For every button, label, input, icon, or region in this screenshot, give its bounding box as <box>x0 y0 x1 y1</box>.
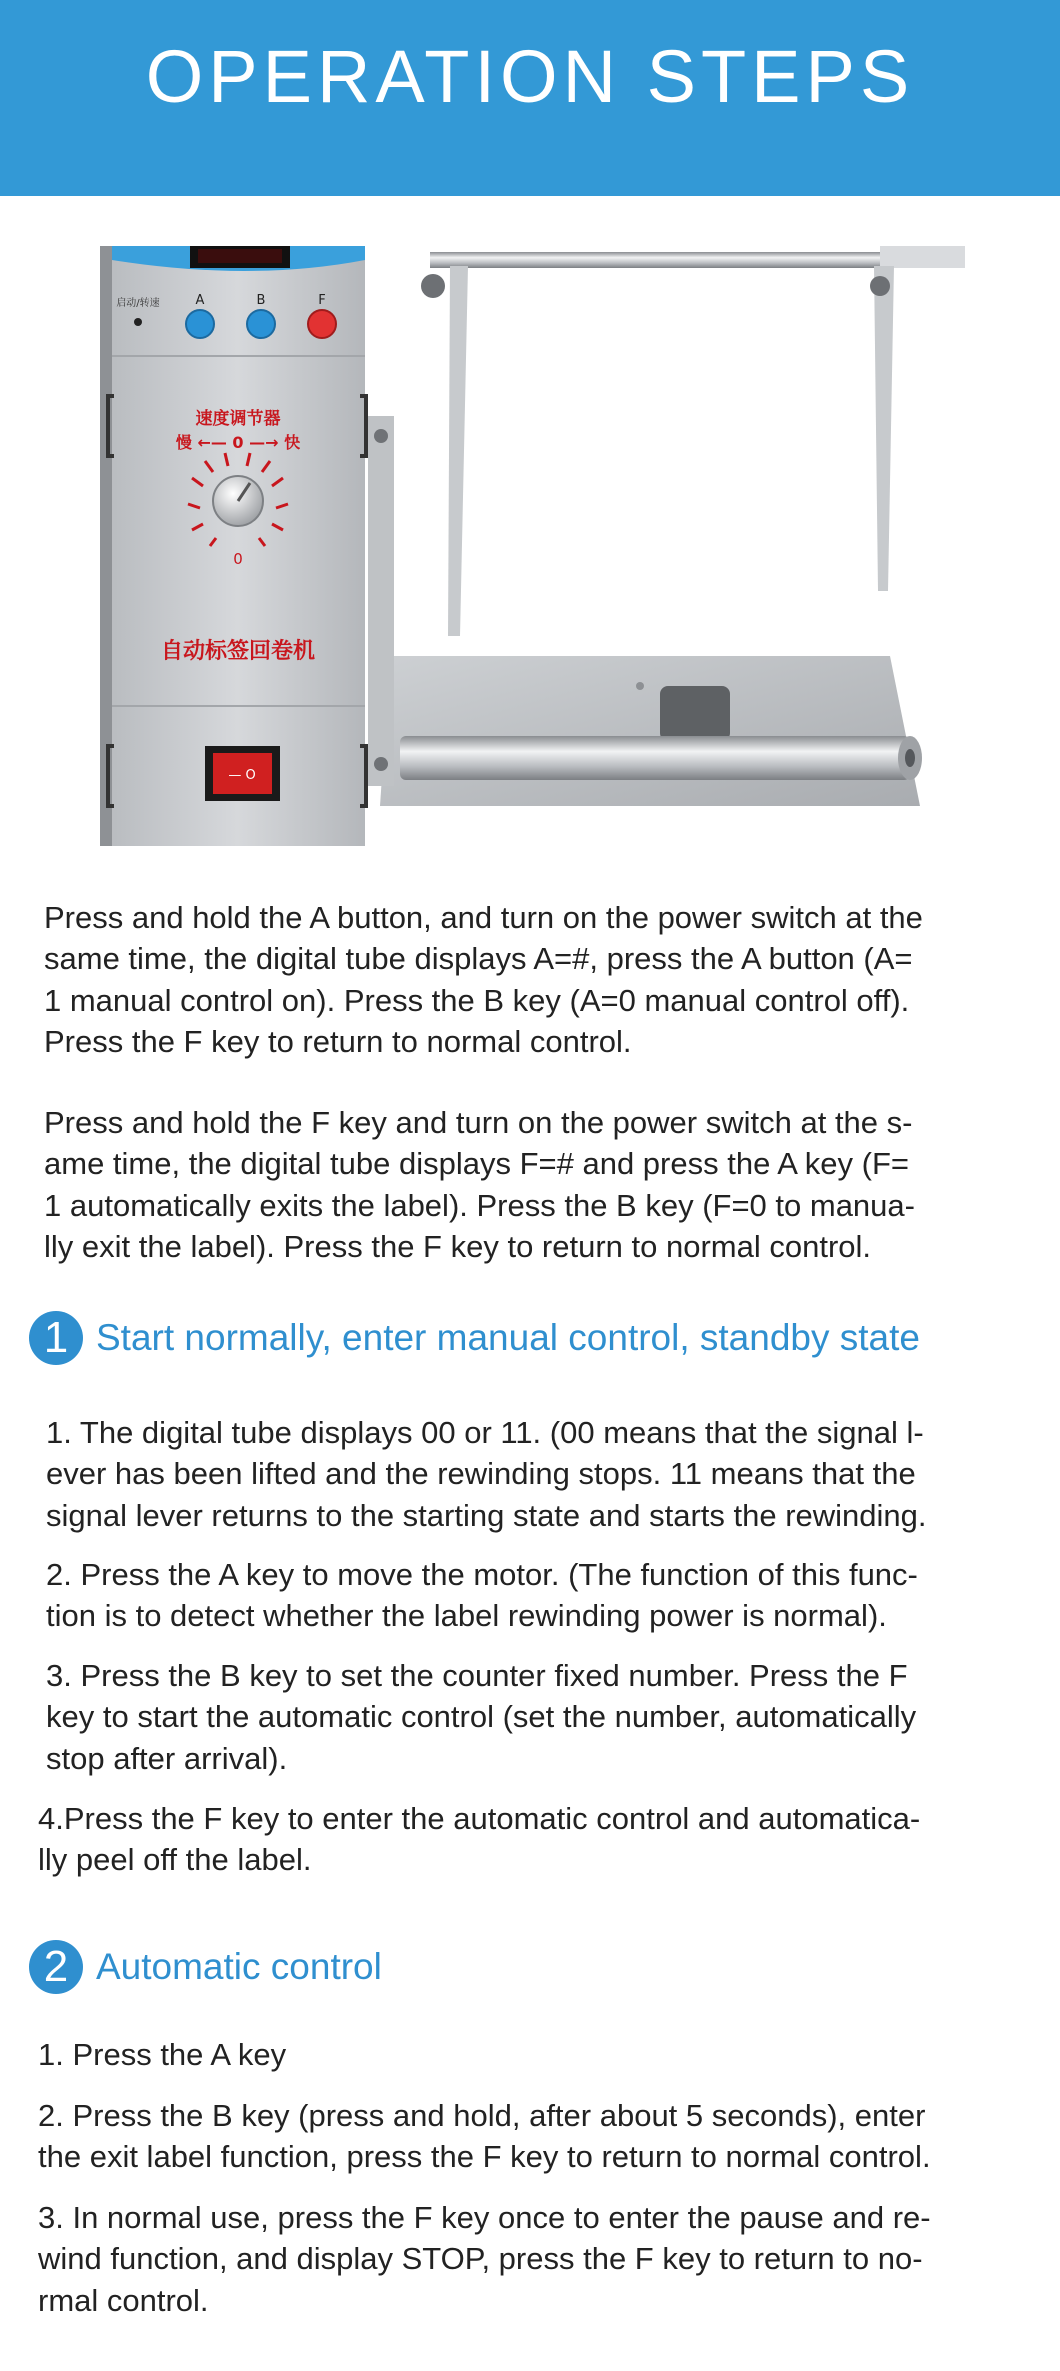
control-panel <box>100 246 366 846</box>
label-guide-arms <box>421 246 965 636</box>
indicator-label: 启动/转速 <box>116 298 160 309</box>
section-1-item-3 <box>46 1655 916 1779</box>
section-1-heading <box>29 1311 920 1365</box>
text-line: 1 manual control on). Press the B key (A=0 manual control off). <box>44 982 910 1018</box>
step-number-badge: 2 <box>29 1940 83 1994</box>
text-line: 4.Press the F key to enter the automatic control and automatica- <box>38 1801 921 1836</box>
text-line: lly exit the label). Press the F key to return to normal control. <box>44 1228 872 1264</box>
intro-paragraph-1 <box>44 897 923 1062</box>
section-2-item-2 <box>38 2095 931 2178</box>
section-1-item-2 <box>46 1554 918 1637</box>
dial-zero: 0 <box>233 550 243 568</box>
step-number-badge: 1 <box>29 1311 83 1365</box>
text-line: 2. Press the B key (press and hold, after about 5 seconds), enter <box>38 2098 926 2133</box>
button-b-label: B <box>256 293 266 308</box>
machine-name: 自动标签回卷机 <box>160 638 316 664</box>
base-plate <box>380 656 920 806</box>
text-line: 2. Press the A key to move the motor. (The function of this func- <box>46 1557 918 1592</box>
section-2-item-1 <box>38 2034 286 2075</box>
text-line: 3. In normal use, press the F key once to enter the pause and re- <box>38 2200 931 2235</box>
page-title: OPERATION STEPS <box>145 34 915 118</box>
intro-paragraph-2 <box>44 1102 915 1267</box>
text-line: ever has been lifted and the rewinding stops. 11 means that the <box>46 1456 916 1492</box>
text-line: rmal control. <box>38 2282 209 2318</box>
panel-button-b <box>247 310 275 338</box>
text-line: wind function, and display STOP, press the F key to return to no- <box>38 2241 923 2277</box>
section-1-item-4 <box>38 1798 920 1881</box>
text-line: lly peel off the label. <box>38 1842 312 1878</box>
text-line: 1 automatically exits the label). Press the B key (F=0 to manua- <box>44 1187 915 1223</box>
section-2-heading <box>29 1940 382 1994</box>
section-2-item-3 <box>38 2197 931 2321</box>
header-banner <box>0 0 1060 196</box>
text-line: key to start the automatic control (set the number, automatically <box>46 1699 917 1735</box>
button-a-label: A <box>195 293 205 308</box>
text-line: 1. Press the A key <box>38 2037 287 2072</box>
text-line: signal lever returns to the starting state and starts the rewinding. <box>46 1497 927 1533</box>
panel-button-f <box>308 310 336 338</box>
text-line: Press and hold the F key and turn on the power switch at the s- <box>44 1105 913 1140</box>
rewind-roller <box>400 736 922 780</box>
panel-button-a <box>186 310 214 338</box>
text-line: the exit label function, press the F key to return to normal control. <box>38 2139 931 2175</box>
product-photo <box>100 246 980 846</box>
text-line: tion is to detect whether the label rewinding power is normal). <box>46 1598 887 1634</box>
text-line: 3. Press the B key to set the counter fixed number. Press the F <box>46 1658 908 1693</box>
speed-direction: 慢 ←— 0 —→ 快 <box>175 433 301 452</box>
text-line: Press and hold the A button, and turn on the power switch at the <box>44 900 923 935</box>
section-1-title: Start normally, enter manual control, standby state <box>96 1317 920 1358</box>
switch-label: — O <box>228 768 256 783</box>
text-line: ame time, the digital tube displays F=# and press the A key (F= <box>44 1146 910 1182</box>
text-line: Press the F key to return to normal control. <box>44 1023 632 1059</box>
section-2-title: Automatic control <box>96 1946 382 1987</box>
text-line: same time, the digital tube displays A=#, press the A button (A= <box>44 941 913 977</box>
button-f-label: F <box>318 293 326 308</box>
speed-label: 速度调节器 <box>195 409 281 429</box>
section-1-item-1 <box>46 1412 927 1536</box>
text-line: 1. The digital tube displays 00 or 11. (00 means that the signal l- <box>46 1415 924 1450</box>
text-line: stop after arrival). <box>46 1740 288 1776</box>
